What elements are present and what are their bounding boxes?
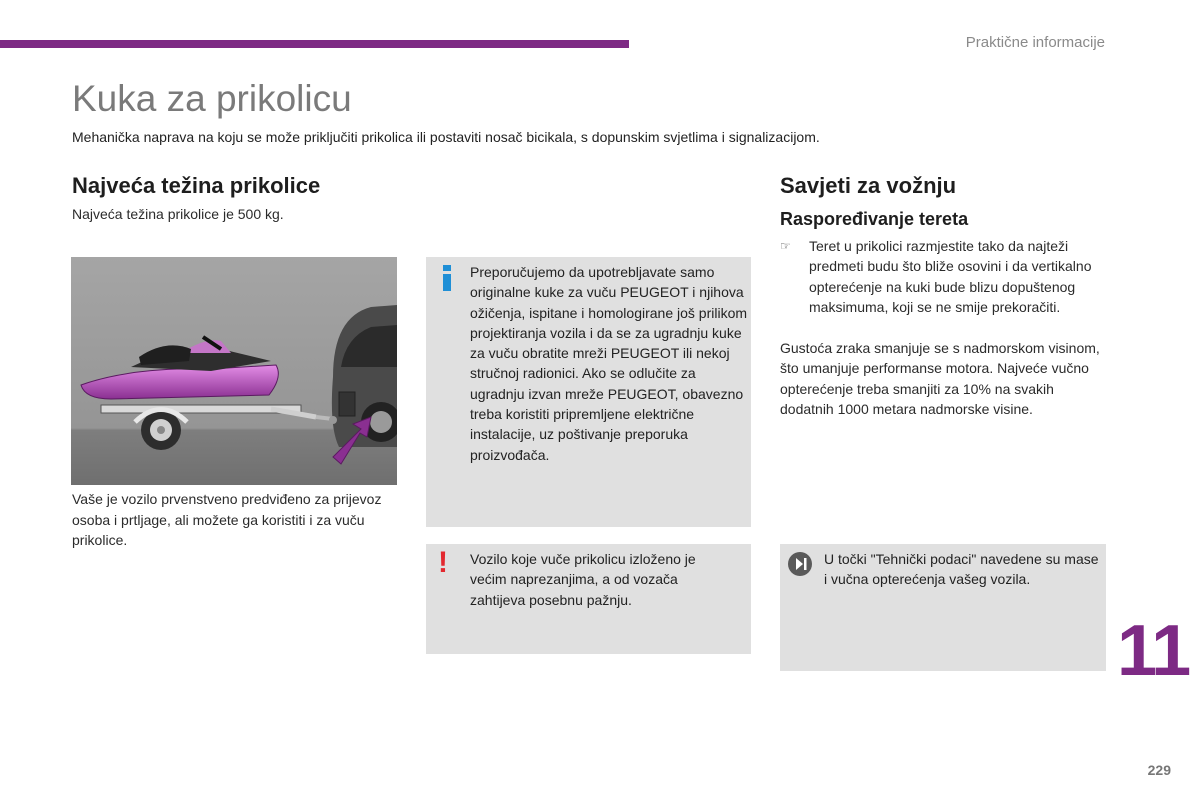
info-text: Preporučujemo da upotrebljavate samo originalne kuke za vuču PEUGEOT i njihova ožičenja, ispitane i homologirane još prilikom projektiranja vozila i da se za ugradnju kuke za vuču obratite mreži PEUGEOT ili nekoj stručnoj radionici. Ako se odlučite za ugradnju izvan mreže PEUGEOT, obavezno treba koristiti pripremljene električne instalacije, uz poštivanje preporuka proizvođača. [470, 264, 748, 463]
page-number: 229 [1147, 762, 1171, 778]
warning-text: Vozilo koje vuče prikolicu izloženo je većim naprezanjima, a od vozača zahtijeva posebnu pažnju. [470, 551, 696, 608]
chapter-number: 11 [1117, 611, 1190, 691]
info-icon [440, 265, 454, 291]
arrow-circle-icon [788, 552, 812, 576]
section-label: Praktične informacije [965, 34, 1105, 51]
pointing-hand-icon: ☞ [780, 239, 791, 253]
bullet-text: Teret u prikolici razmjestite tako da najteži predmeti budu što bliže osovini i da vertikalno opterećenje na kuki bude blizu dopuštenog maksimuma, koji se ne smije prekoračiti. [809, 238, 1092, 315]
page-title: Kuka za prikolicu [72, 78, 352, 119]
max-weight-text: Najveća težina prikolice je 500 kg. [72, 206, 284, 222]
note-text: U točki "Tehnički podaci" navedene su mase i vučna opterećenja vašeg vozila. [824, 551, 1099, 588]
bullet-item [780, 236, 1110, 317]
warning-icon: ! [438, 546, 448, 579]
info-box [426, 257, 751, 527]
warning-box [426, 544, 751, 654]
header-accent-bar [0, 40, 629, 48]
driving-tips-heading: Savjeti za vožnju [780, 173, 957, 198]
note-box [780, 544, 1106, 671]
max-weight-heading: Najveća težina prikolice [72, 173, 321, 198]
altitude-paragraph: Gustoća zraka smanjuje se s nadmorskom visinom, što umanjuje performanse motora. Najveće vučno opterećenje treba smanjiti za 10% na svakih dodatnih 1000 metara nadmorske visine. [780, 340, 1100, 417]
load-distribution-heading: Raspoređivanje tereta [780, 209, 969, 229]
trailer-jetski-image [71, 257, 397, 485]
trailer-illustration [71, 257, 397, 485]
intro-paragraph: Mehanička naprava na koju se može priključiti prikolica ili postaviti nosač bicikala, s dopunskim svjetlima i signalizacijom. [72, 129, 820, 145]
figure-caption: Vaše je vozilo prvenstveno predviđeno za prijevoz osoba i prtljage, ali možete ga koristiti i za vuču prikolice. [72, 491, 382, 548]
